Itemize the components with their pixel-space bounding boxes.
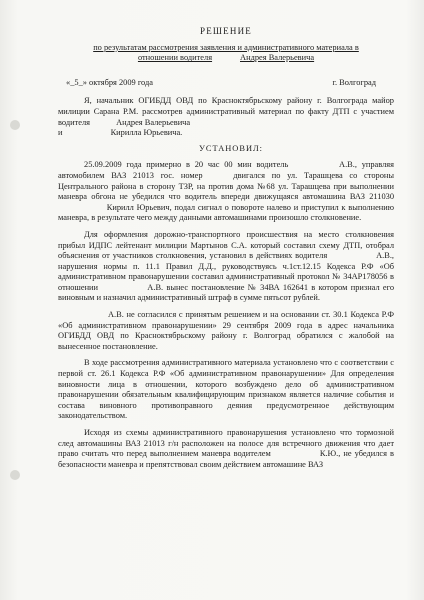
document-subtitle <box>62 43 390 64</box>
body-text: Исходя из схемы административного правонарушения <box>84 428 287 437</box>
intro-person-name: Андрея Валерьевича <box>116 117 191 127</box>
body-text: А.В. не согласился с принятым решением и на основании <box>108 310 319 320</box>
body-text: виновного противоправного деяния предусмотренное действующим <box>99 400 395 410</box>
body-text: возбуждено дело об административном правонарушении обязательным <box>58 379 394 400</box>
intro-person-name: Кирилла Юрьевича. <box>110 128 183 138</box>
body-paragraph-3 <box>58 310 394 352</box>
subtitle-person-name: Андрея Валерьевича <box>240 53 315 63</box>
body-text: А.В., нарушения нормы п. 11.1 <box>58 251 395 271</box>
body-text: Тарашцева со стороны Центрального района в сторону ТЗР, на против дома <box>58 170 394 191</box>
body-text: установил в действиях водителя <box>209 251 328 261</box>
body-text: безопасности маневра и препятствовал своим действием автомашине ВАЗ <box>58 459 324 469</box>
body-text: столкновения прибыл ИДПС лейтенант милиции Мартынов С.А. который <box>58 229 395 250</box>
subtitle-line-1: по результатам рассмотрения заявления и административного материала в <box>93 42 359 52</box>
body-paragraph-2 <box>58 230 394 304</box>
body-text: В ходе рассмотрения административного материала установлено что с <box>84 358 339 368</box>
body-text: соответствии с первой ст. 26.1 Кодекса Р.Ф «Об административном <box>58 358 394 379</box>
body-text: г. Волгоград обратился с жалобой на вынесенное постановление. <box>58 331 394 351</box>
section-heading: УСТАНОВИЛ: <box>199 143 263 153</box>
body-text: двигался по ул. <box>233 170 298 180</box>
body-text: законодательством. <box>58 411 128 421</box>
document-place: г. Волгоград <box>332 77 376 87</box>
intro-line: материал по факту ДТП с участием водителя <box>58 106 395 127</box>
body-paragraph-1 <box>58 160 394 224</box>
body-text: Правил Д.Д., руководствуясь ч.1ст.12.15 Кодекса Р.Ф «Об административном <box>58 261 395 282</box>
body-paragraph-5 <box>58 428 394 470</box>
body-text: произошло столкновение. <box>268 213 362 223</box>
body-text: квалифицирующим признаком является наличие события и состава <box>58 390 395 410</box>
body-text: перед выполнением маневра водителем <box>126 449 271 459</box>
body-text: выполнению маневра, в результате чего между данными автомашинами <box>58 202 395 223</box>
body-text: К.Ю., не убедился в <box>319 449 395 459</box>
body-text: отношении <box>58 282 99 292</box>
body-text: 25.09.2009 года примерно в 20 час 00 мин водитель <box>84 160 289 170</box>
document-date: «_5_» октября 2009 года <box>66 77 153 87</box>
punch-hole-mark <box>10 120 20 130</box>
body-text: установлено что тормозной след автомашины ВАЗ 21013 г/н <box>58 428 394 448</box>
body-text: ст. 30.1 Кодекса Р.Ф «Об административном правонарушении» 29 сентября <box>58 310 395 330</box>
body-text: рублей. <box>293 293 320 303</box>
body-text: составил схему ДТП, отобрал объяснения от участников столкновения, <box>58 240 395 261</box>
intro-line: Я, начальник ОГИБДД ОВД по Красноктябрьскому району г. <box>84 96 322 106</box>
body-text: водитель впереди движущаяся автомашина ВАЗ 211030 <box>184 192 395 202</box>
body-text: А.В., <box>339 160 357 170</box>
body-text: Для оформления дорожно-транспортного происшествия на место <box>84 229 340 239</box>
intro-paragraph <box>58 96 394 138</box>
intro-line: и <box>58 128 63 138</box>
document-title: РЕШЕНИЕ <box>200 26 252 36</box>
body-text: управляя автомобилем ВАЗ 21013 гос. номер <box>58 160 394 180</box>
body-text: №68 ул. Тарашцева при выполнении маневра обгона не убедился что <box>58 181 395 202</box>
body-text: А.В. вынес постановление № 34ВА 162641 в котором <box>147 282 348 292</box>
body-text: 2009 года в адрес начальника ОГИБДД ОВД по Красноктябрьскому району <box>58 320 395 341</box>
body-text: расположен на полосе для встречного движения что дает право считать что <box>58 438 395 459</box>
intro-line: Волгограда майор милиции Сарана Р.М. рассмотрев административный <box>58 96 394 116</box>
body-text: признал его виновным и назначил административный штраф в сумме пятьсот <box>58 282 395 303</box>
subtitle-line-2-prefix: отношении водителя <box>137 53 213 63</box>
body-text: правонарушении составил административный протокол № 34АР178056 в <box>128 272 394 282</box>
date-place-line <box>66 78 390 89</box>
body-text: Кирилл Юрьевич, подал сигнал о повороте налево и приступил к <box>106 202 346 212</box>
body-text: правонарушении» Для определения виновности лица в отношении, которого <box>58 369 394 389</box>
punch-hole-mark <box>10 470 20 480</box>
body-paragraph-4 <box>58 358 394 422</box>
